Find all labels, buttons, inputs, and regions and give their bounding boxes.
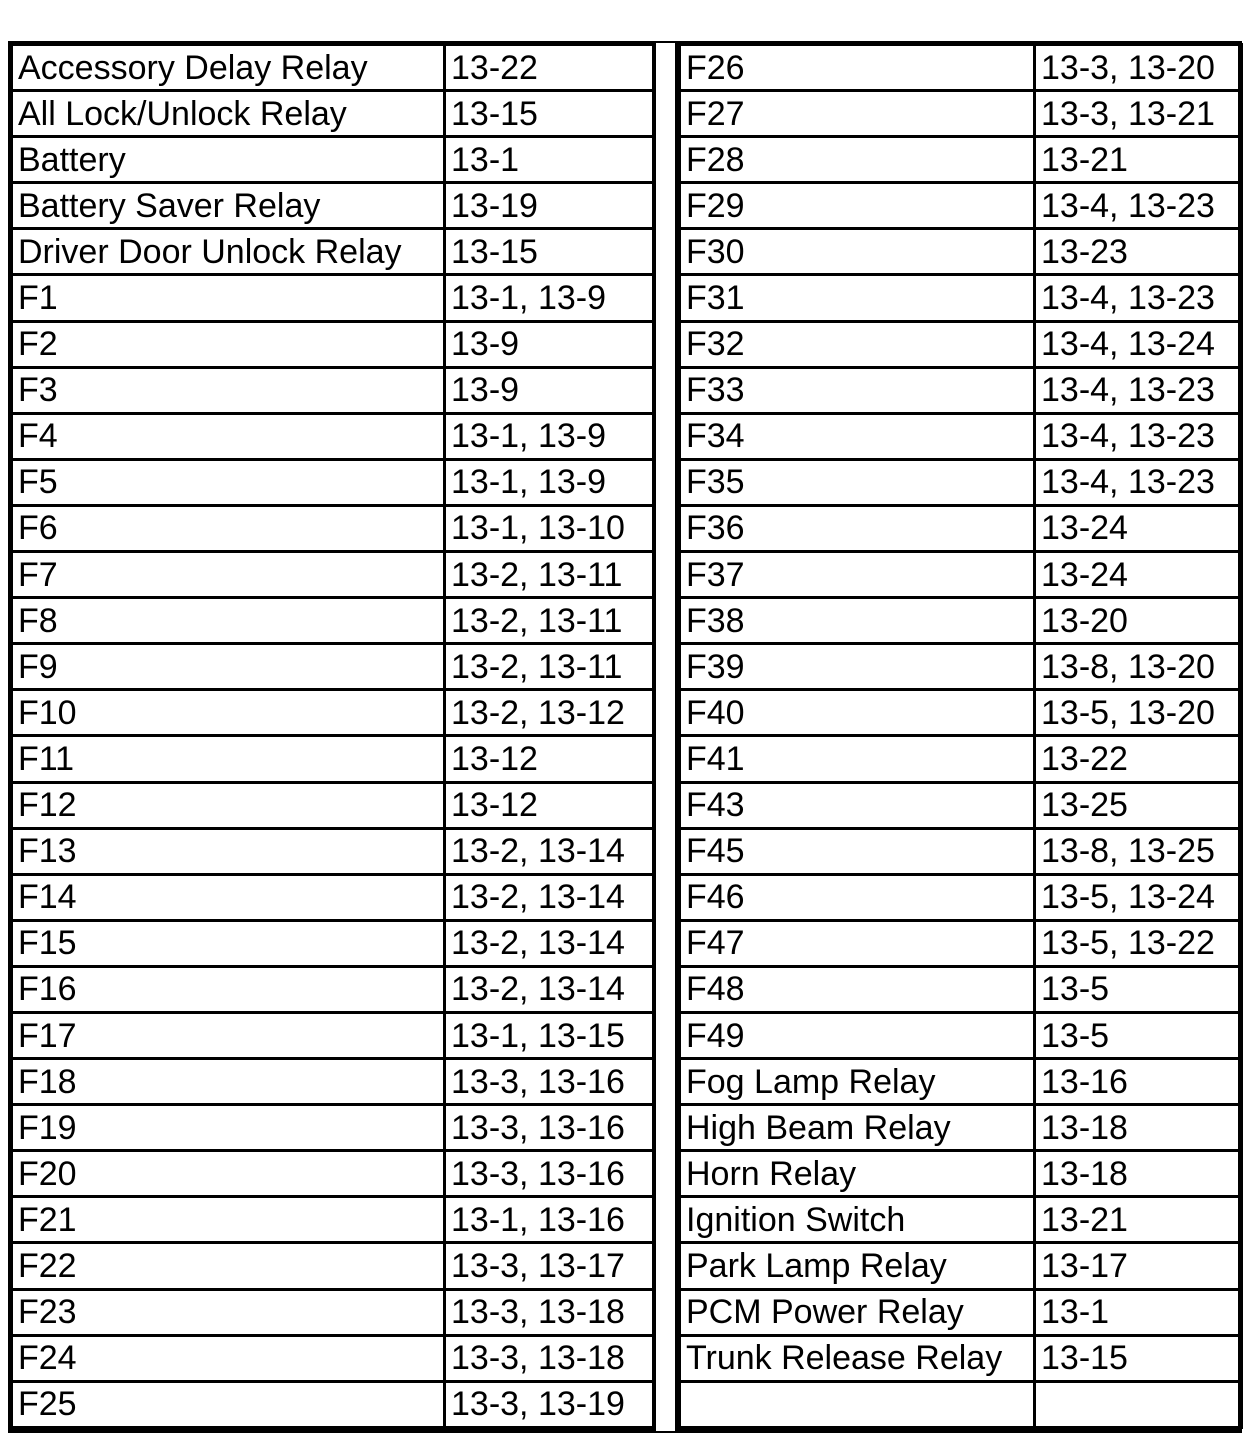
table-row xyxy=(12,505,655,551)
table-row xyxy=(680,321,1242,367)
page-reference-cell: 13-22 xyxy=(445,45,655,91)
table-row xyxy=(680,367,1242,413)
page-reference-cell: 13-2, 13-14 xyxy=(445,874,655,920)
page-reference-cell: 13-5 xyxy=(1035,1012,1242,1058)
component-name-cell: F17 xyxy=(12,1012,445,1058)
component-name-cell xyxy=(680,1381,1035,1427)
component-name-cell: F13 xyxy=(12,828,445,874)
table-row xyxy=(12,229,655,275)
component-name-cell: F12 xyxy=(12,782,445,828)
page-reference-cell: 13-15 xyxy=(1035,1335,1242,1381)
page-reference-cell: 13-15 xyxy=(445,91,655,137)
page-reference-cell: 13-4, 13-23 xyxy=(1035,183,1242,229)
page-reference-cell: 13-4, 13-23 xyxy=(1035,275,1242,321)
table-row xyxy=(12,782,655,828)
page-reference-cell: 13-3, 13-16 xyxy=(445,1151,655,1197)
component-name-cell: Horn Relay xyxy=(680,1151,1035,1197)
page-reference-cell: 13-21 xyxy=(1035,1197,1242,1243)
table-row xyxy=(680,413,1242,459)
table-row xyxy=(680,1059,1242,1105)
component-name-cell: F20 xyxy=(12,1151,445,1197)
page-reference-cell: 13-3, 13-16 xyxy=(445,1059,655,1105)
table-row xyxy=(680,1381,1242,1427)
component-name-cell: Accessory Delay Relay xyxy=(12,45,445,91)
table-row xyxy=(680,598,1242,644)
component-name-cell: F25 xyxy=(12,1381,445,1427)
table-row xyxy=(12,1381,655,1427)
page-reference-cell: 13-1, 13-9 xyxy=(445,413,655,459)
component-name-cell: F4 xyxy=(12,413,445,459)
page-reference-cell: 13-3, 13-20 xyxy=(1035,45,1242,91)
component-name-cell: Fog Lamp Relay xyxy=(680,1059,1035,1105)
left-table-body xyxy=(12,45,655,1428)
table-row xyxy=(12,874,655,920)
page-reference-cell: 13-3, 13-17 xyxy=(445,1243,655,1289)
component-name-cell: Driver Door Unlock Relay xyxy=(12,229,445,275)
page-reference-cell: 13-3, 13-18 xyxy=(445,1289,655,1335)
page-reference-cell: 13-20 xyxy=(1035,598,1242,644)
component-name-cell: F23 xyxy=(12,1289,445,1335)
page-reference-cell: 13-3, 13-19 xyxy=(445,1381,655,1427)
component-name-cell: F22 xyxy=(12,1243,445,1289)
component-name-cell: F1 xyxy=(12,275,445,321)
table-row xyxy=(680,690,1242,736)
table-row xyxy=(680,1289,1242,1335)
component-index-table-right xyxy=(678,43,1243,1429)
component-name-cell: F7 xyxy=(12,552,445,598)
table-row xyxy=(12,45,655,91)
component-name-cell: Battery Saver Relay xyxy=(12,183,445,229)
table-row xyxy=(12,183,655,229)
table-row xyxy=(680,1243,1242,1289)
component-name-cell: F9 xyxy=(12,644,445,690)
table-row xyxy=(680,137,1242,183)
table-row xyxy=(680,552,1242,598)
page-reference-cell: 13-16 xyxy=(1035,1059,1242,1105)
component-name-cell: F48 xyxy=(680,966,1035,1012)
page-reference-cell: 13-9 xyxy=(445,321,655,367)
page-reference-cell: 13-5 xyxy=(1035,966,1242,1012)
component-name-cell: F37 xyxy=(680,552,1035,598)
table-row xyxy=(12,275,655,321)
page-reference-cell: 13-1 xyxy=(1035,1289,1242,1335)
page-reference-cell: 13-22 xyxy=(1035,736,1242,782)
component-name-cell: F6 xyxy=(12,505,445,551)
table-row xyxy=(12,736,655,782)
component-name-cell: Battery xyxy=(12,137,445,183)
page-reference-cell: 13-1, 13-9 xyxy=(445,459,655,505)
table-row xyxy=(12,552,655,598)
right-table-body xyxy=(680,45,1242,1428)
column-separator xyxy=(652,43,679,1431)
table-row xyxy=(12,1289,655,1335)
component-name-cell: F10 xyxy=(12,690,445,736)
component-name-cell: F18 xyxy=(12,1059,445,1105)
page-reference-cell: 13-4, 13-23 xyxy=(1035,459,1242,505)
component-name-cell: F14 xyxy=(12,874,445,920)
table-row xyxy=(680,459,1242,505)
page-reference-cell: 13-5, 13-22 xyxy=(1035,920,1242,966)
table-row xyxy=(12,690,655,736)
component-name-cell: All Lock/Unlock Relay xyxy=(12,91,445,137)
component-name-cell: PCM Power Relay xyxy=(680,1289,1035,1335)
page-reference-cell: 13-2, 13-14 xyxy=(445,920,655,966)
component-name-cell: Park Lamp Relay xyxy=(680,1243,1035,1289)
page-reference-cell: 13-8, 13-25 xyxy=(1035,828,1242,874)
table-row xyxy=(12,459,655,505)
table-row xyxy=(680,736,1242,782)
page-reference-cell: 13-1, 13-10 xyxy=(445,505,655,551)
page-reference-cell: 13-3, 13-18 xyxy=(445,1335,655,1381)
table-row xyxy=(680,91,1242,137)
table-row xyxy=(680,1012,1242,1058)
table-row xyxy=(680,1335,1242,1381)
page-reference-cell: 13-17 xyxy=(1035,1243,1242,1289)
page-reference-cell: 13-8, 13-20 xyxy=(1035,644,1242,690)
page-reference-cell: 13-3, 13-21 xyxy=(1035,91,1242,137)
table-row xyxy=(680,782,1242,828)
component-name-cell: F15 xyxy=(12,920,445,966)
page-reference-cell: 13-2, 13-14 xyxy=(445,828,655,874)
component-name-cell: Ignition Switch xyxy=(680,1197,1035,1243)
page-reference-cell: 13-4, 13-23 xyxy=(1035,413,1242,459)
page-reference-cell: 13-5, 13-20 xyxy=(1035,690,1242,736)
table-row xyxy=(12,1151,655,1197)
table-row xyxy=(12,1012,655,1058)
component-name-cell: F39 xyxy=(680,644,1035,690)
page-reference-cell: 13-2, 13-14 xyxy=(445,966,655,1012)
table-row xyxy=(680,1105,1242,1151)
page-reference-cell: 13-5, 13-24 xyxy=(1035,874,1242,920)
component-name-cell: F30 xyxy=(680,229,1035,275)
component-name-cell: F16 xyxy=(12,966,445,1012)
component-name-cell: F33 xyxy=(680,367,1035,413)
table-row xyxy=(12,413,655,459)
component-name-cell: F21 xyxy=(12,1197,445,1243)
page-reference-cell: 13-1, 13-9 xyxy=(445,275,655,321)
table-row xyxy=(680,1197,1242,1243)
page-reference-cell: 13-2, 13-11 xyxy=(445,552,655,598)
table-row xyxy=(12,828,655,874)
component-index-table-left xyxy=(10,43,656,1429)
page-reference-cell: 13-3, 13-16 xyxy=(445,1105,655,1151)
table-row xyxy=(680,1151,1242,1197)
page-reference-cell: 13-4, 13-24 xyxy=(1035,321,1242,367)
table-row xyxy=(680,920,1242,966)
table-row xyxy=(12,1105,655,1151)
table-row xyxy=(680,874,1242,920)
table-row xyxy=(12,1243,655,1289)
table-row xyxy=(12,91,655,137)
table-row xyxy=(680,505,1242,551)
table-row xyxy=(680,45,1242,91)
component-name-cell: F26 xyxy=(680,45,1035,91)
table-row xyxy=(680,644,1242,690)
page-reference-cell: 13-25 xyxy=(1035,782,1242,828)
table-row xyxy=(680,828,1242,874)
page-reference-cell: 13-2, 13-11 xyxy=(445,598,655,644)
table-row xyxy=(12,1197,655,1243)
component-name-cell: F28 xyxy=(680,137,1035,183)
page-reference-cell: 13-18 xyxy=(1035,1151,1242,1197)
page-reference-cell: 13-12 xyxy=(445,736,655,782)
component-name-cell: F35 xyxy=(680,459,1035,505)
component-name-cell: F3 xyxy=(12,367,445,413)
table-row xyxy=(12,598,655,644)
page-reference-cell: 13-24 xyxy=(1035,552,1242,598)
table-row xyxy=(12,966,655,1012)
component-name-cell: F38 xyxy=(680,598,1035,644)
component-name-cell: F31 xyxy=(680,275,1035,321)
component-name-cell: F49 xyxy=(680,1012,1035,1058)
table-row xyxy=(12,644,655,690)
component-name-cell: F45 xyxy=(680,828,1035,874)
component-name-cell: F5 xyxy=(12,459,445,505)
page-reference-cell: 13-2, 13-11 xyxy=(445,644,655,690)
table-row xyxy=(12,1335,655,1381)
table-row xyxy=(12,137,655,183)
component-name-cell: F47 xyxy=(680,920,1035,966)
table-row xyxy=(12,367,655,413)
component-name-cell: F27 xyxy=(680,91,1035,137)
page-reference-cell: 13-1, 13-15 xyxy=(445,1012,655,1058)
table-row xyxy=(680,229,1242,275)
page-reference-cell: 13-1, 13-16 xyxy=(445,1197,655,1243)
page-reference-cell: 13-23 xyxy=(1035,229,1242,275)
page-reference-cell: 13-2, 13-12 xyxy=(445,690,655,736)
table-row xyxy=(12,920,655,966)
table-row xyxy=(12,1059,655,1105)
component-name-cell: F24 xyxy=(12,1335,445,1381)
component-name-cell: Trunk Release Relay xyxy=(680,1335,1035,1381)
table-row xyxy=(680,966,1242,1012)
component-name-cell: F34 xyxy=(680,413,1035,459)
component-name-cell: F41 xyxy=(680,736,1035,782)
page-reference-cell: 13-9 xyxy=(445,367,655,413)
component-name-cell: F2 xyxy=(12,321,445,367)
component-name-cell: F29 xyxy=(680,183,1035,229)
table-row xyxy=(12,321,655,367)
component-name-cell: High Beam Relay xyxy=(680,1105,1035,1151)
page-reference-cell: 13-19 xyxy=(445,183,655,229)
table-row xyxy=(680,275,1242,321)
component-name-cell: F8 xyxy=(12,598,445,644)
page-reference-cell xyxy=(1035,1381,1242,1427)
table-row xyxy=(680,183,1242,229)
component-name-cell: F40 xyxy=(680,690,1035,736)
component-name-cell: F11 xyxy=(12,736,445,782)
page-reference-cell: 13-1 xyxy=(445,137,655,183)
component-name-cell: F36 xyxy=(680,505,1035,551)
component-name-cell: F19 xyxy=(12,1105,445,1151)
page-reference-cell: 13-21 xyxy=(1035,137,1242,183)
component-name-cell: F46 xyxy=(680,874,1035,920)
component-name-cell: F43 xyxy=(680,782,1035,828)
page-reference-cell: 13-18 xyxy=(1035,1105,1242,1151)
page-reference-cell: 13-15 xyxy=(445,229,655,275)
page-reference-cell: 13-24 xyxy=(1035,505,1242,551)
component-name-cell: F32 xyxy=(680,321,1035,367)
page-reference-cell: 13-4, 13-23 xyxy=(1035,367,1242,413)
page-reference-cell: 13-12 xyxy=(445,782,655,828)
